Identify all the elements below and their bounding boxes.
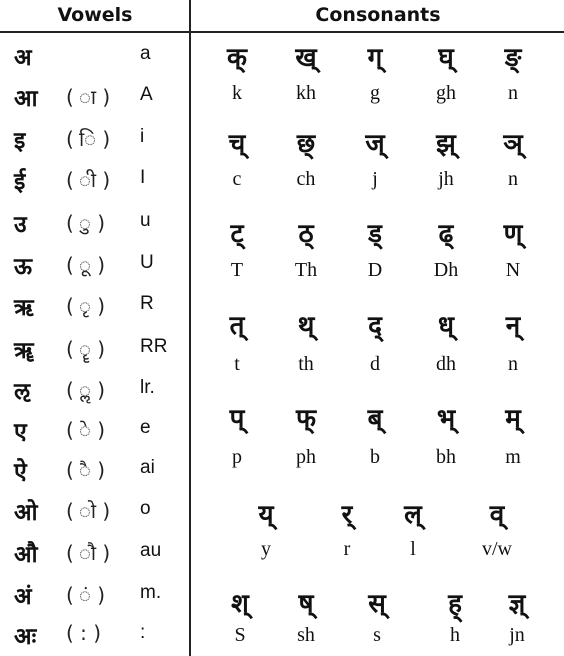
consonant-romanization: r <box>343 538 351 560</box>
vowel-romanization: au <box>140 540 162 561</box>
consonant-romanization: Dh <box>433 259 459 281</box>
consonant-romanization: p <box>232 446 242 468</box>
consonant-letter: च् <box>228 129 246 159</box>
vowel-sign: ( ॢ ) <box>66 378 106 402</box>
vowel-sign: ( ू ) <box>66 253 106 277</box>
vowel-letter: औ <box>14 542 38 568</box>
vowel-sign: ( ी ) <box>66 168 111 192</box>
consonant-letter: ष् <box>298 589 314 619</box>
consonant-letter: फ् <box>295 404 317 434</box>
consonant-romanization: n <box>508 353 518 375</box>
consonant-romanization: y <box>261 538 271 560</box>
vowel-romanization: i <box>140 126 145 147</box>
consonant-romanization: l <box>410 538 416 560</box>
vowel-romanization: A <box>140 84 153 105</box>
consonant-letter: ण् <box>503 219 523 249</box>
vowel-sign: ( : ) <box>66 621 102 645</box>
vowel-romanization: o <box>140 498 151 519</box>
vowel-romanization: e <box>140 417 151 438</box>
vowel-romanization: : <box>140 622 146 643</box>
vowel-letter: आ <box>14 86 38 112</box>
consonant-letter: श् <box>231 589 249 619</box>
consonant-letter: ह् <box>448 589 462 619</box>
consonant-letter: भ् <box>436 404 456 434</box>
consonant-romanization: v/w <box>482 538 512 560</box>
consonant-letter: ड् <box>368 219 382 249</box>
vowel-sign: ( ि ) <box>66 127 111 151</box>
vowel-sign: ( ा ) <box>66 85 111 109</box>
vowel-romanization: a <box>140 43 151 64</box>
vowel-letter: इ <box>14 128 26 154</box>
vowel-sign: ( ु ) <box>66 211 106 235</box>
consonant-letter: क् <box>227 43 247 73</box>
vowel-letter: ई <box>14 169 26 195</box>
vowel-romanization: m. <box>140 582 162 603</box>
consonant-letter: घ् <box>438 43 454 73</box>
consonant-romanization: c <box>232 168 242 190</box>
consonant-letter: द् <box>368 311 382 341</box>
consonant-letter: ज्ञ् <box>508 589 526 619</box>
consonant-letter: र् <box>341 500 353 530</box>
vowel-romanization: I <box>140 167 146 188</box>
consonant-letter: ख् <box>295 43 317 73</box>
consonant-letter: ल् <box>404 500 422 530</box>
consonant-letter: झ् <box>436 129 456 159</box>
vowel-romanization: lr. <box>140 377 155 398</box>
consonant-romanization: n <box>508 82 518 104</box>
vowel-letter: अं <box>14 584 32 610</box>
vowel-letter: ऐ <box>14 459 27 485</box>
vowels-header: Vowels <box>57 4 133 26</box>
consonant-letter: ज् <box>365 129 385 159</box>
consonant-romanization: jh <box>438 168 454 190</box>
consonant-letter: ध् <box>438 311 454 341</box>
consonant-romanization: ch <box>296 168 316 190</box>
vowel-romanization: ai <box>140 457 155 478</box>
consonant-romanization: sh <box>297 624 315 646</box>
consonant-romanization: n <box>508 168 518 190</box>
vowel-romanization: U <box>140 252 154 273</box>
vowel-letter: अ <box>14 45 32 71</box>
consonant-romanization: Th <box>294 259 318 281</box>
vowel-letter: अः <box>14 624 37 650</box>
consonant-letter: ट् <box>230 219 244 249</box>
consonant-letter: ञ् <box>503 129 523 159</box>
consonant-letter: य् <box>258 500 274 530</box>
vowel-letter: ॠ <box>14 338 34 364</box>
consonant-romanization: gh <box>436 82 456 104</box>
header-divider <box>0 31 564 33</box>
consonant-romanization: d <box>370 353 380 375</box>
vowel-sign: ( ै ) <box>66 458 106 482</box>
consonant-letter: ठ् <box>298 219 314 249</box>
consonant-romanization: h <box>450 624 460 646</box>
consonant-romanization: ph <box>296 446 316 468</box>
vowel-letter: ऊ <box>14 254 33 280</box>
consonant-letter: व् <box>489 500 505 530</box>
vowel-sign: ( े ) <box>66 418 106 442</box>
consonant-romanization: t <box>234 353 240 375</box>
consonant-letter: न् <box>505 311 521 341</box>
consonant-letter: स् <box>368 589 386 619</box>
consonant-romanization: T <box>230 259 244 281</box>
consonant-romanization: k <box>232 82 242 104</box>
consonant-romanization: b <box>370 446 380 468</box>
consonant-romanization: dh <box>436 353 456 375</box>
vowel-sign: ( ं ) <box>66 583 106 607</box>
consonant-letter: थ् <box>297 311 315 341</box>
consonant-romanization: S <box>234 624 246 646</box>
vowel-sign: ( ो ) <box>66 499 111 523</box>
consonant-letter: ब् <box>367 404 383 434</box>
consonant-letter: म् <box>505 404 521 434</box>
consonant-romanization: s <box>373 624 381 646</box>
consonant-romanization: th <box>298 353 314 375</box>
consonant-romanization: j <box>372 168 378 190</box>
column-divider <box>189 0 191 656</box>
consonant-letter: त् <box>229 311 245 341</box>
consonant-letter: छ् <box>296 129 316 159</box>
vowel-letter: ऋ <box>14 295 34 321</box>
consonant-romanization: N <box>505 259 521 281</box>
consonant-romanization: jn <box>509 624 525 646</box>
consonant-romanization: bh <box>436 446 456 468</box>
vowel-letter: ऌ <box>14 379 31 405</box>
consonants-header: Consonants <box>315 4 441 26</box>
vowel-sign: ( ॄ ) <box>66 337 106 361</box>
vowel-romanization: R <box>140 293 154 314</box>
consonant-letter: ग् <box>367 43 383 73</box>
consonant-letter: ङ् <box>504 43 522 73</box>
consonant-letter: प् <box>229 404 245 434</box>
vowel-letter: उ <box>14 212 27 238</box>
vowel-sign: ( ृ ) <box>66 294 106 318</box>
vowel-sign: ( ौ ) <box>66 541 111 565</box>
vowel-letter: ए <box>14 419 27 445</box>
vowel-romanization: u <box>140 210 151 231</box>
vowel-romanization: RR <box>140 336 168 357</box>
consonant-letter: ढ् <box>438 219 454 249</box>
vowel-letter: ओ <box>14 500 38 526</box>
consonant-romanization: D <box>367 259 383 281</box>
consonant-romanization: kh <box>296 82 316 104</box>
consonant-romanization: g <box>370 82 380 104</box>
consonant-romanization: m <box>505 446 521 468</box>
